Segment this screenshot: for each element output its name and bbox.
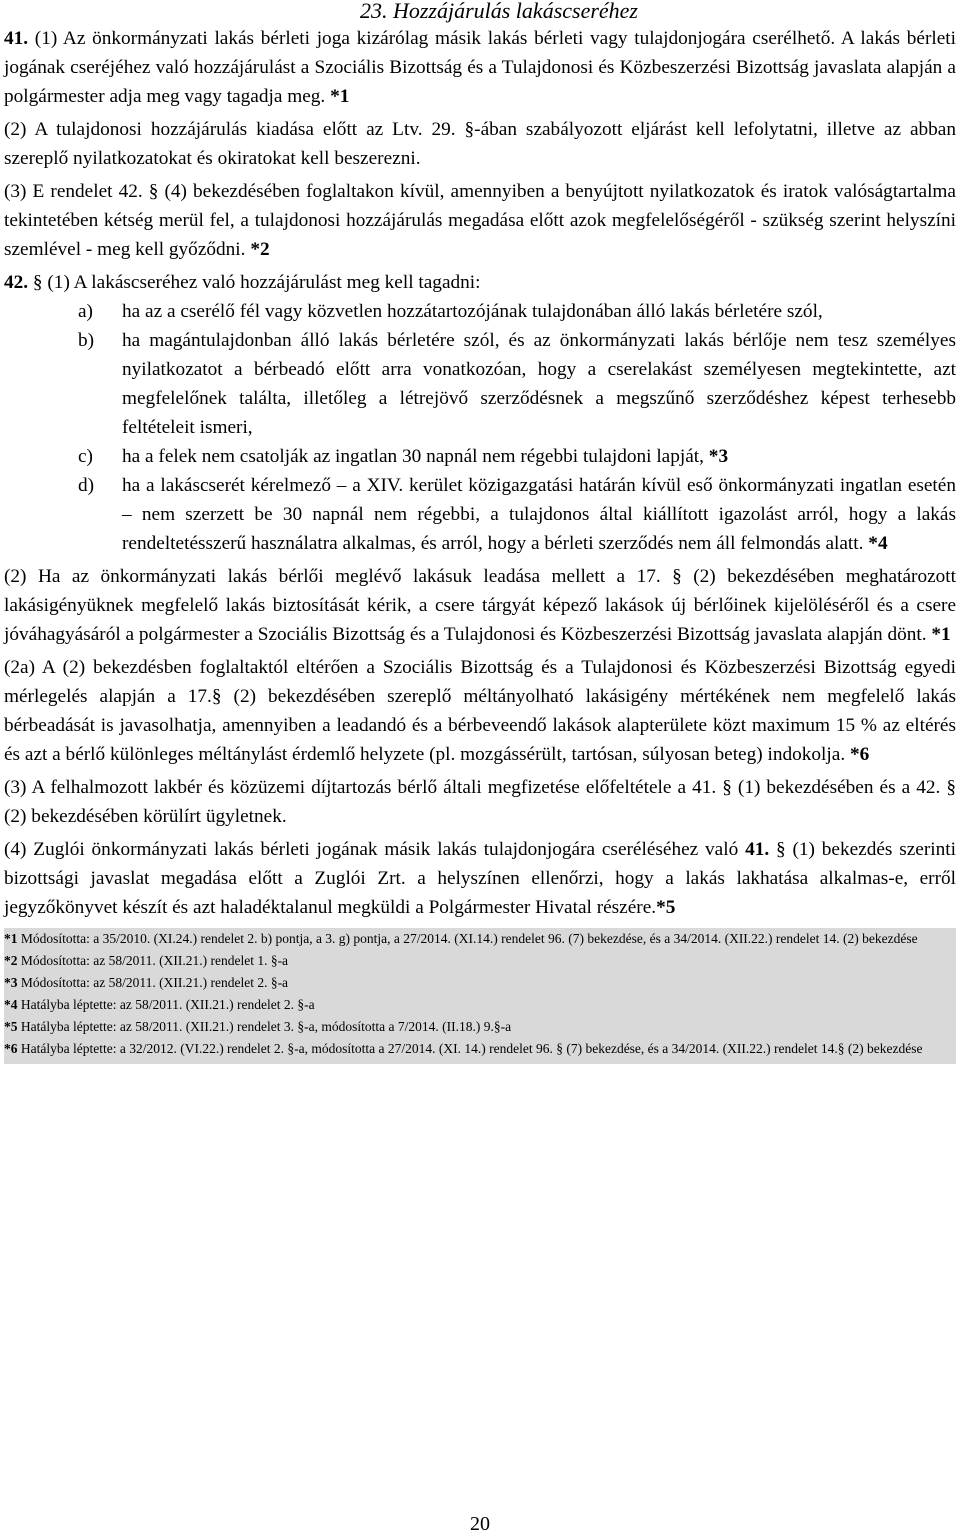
list-item xyxy=(78,326,956,442)
paragraph-text: § (1) A lakáscseréhez való hozzájárulást meg kell tagadni: xyxy=(28,272,481,293)
footnote-mark: *2 xyxy=(4,953,18,968)
footnote xyxy=(4,1039,956,1058)
paragraph-42-4 xyxy=(4,835,956,922)
footnote xyxy=(4,995,956,1014)
paragraph-text: § (1) bekezdés szerinti bizottsági javaslat megadása előtt a Zuglói Zrt. a helyszínen ellenőrzi, hogy a lakás lakhatása alkalmas-e, erről jegyzőkönyvet készít és azt haladéktalanul megküldi a Polgármester Hivatal részére. xyxy=(4,839,956,918)
section-number: 41. xyxy=(4,28,29,49)
footnote-mark: *1 xyxy=(4,931,18,946)
paragraph-text: (2) Ha az önkormányzati lakás bérlői meglévő lakásuk leadása mellett a 17. § (2) bekezdésében meghatározott lakásigényüknek megfelelő lakás biztosítását kérik, a csere tárgyát képező lakások új bérlőinek kijelöléséről és a csere jóváhagyásáról a polgármester a Szociális Bizottság és a Tulajdonosi és Közbeszerzési Bizottság javaslata alapján dönt. xyxy=(4,566,956,645)
section-heading: 23. Hozzájárulás lakáscseréhez xyxy=(359,0,638,23)
list-item-text: ha magántulajdonban álló lakás bérletére szól, és az önkormányzati lakás bérlője nem tesz személyes nyilatkozatot a bérbeadó előtt arra vonatkozóan, hogy a cserelakást személyesen megtekintette, azt megfelelőnek találta, illetőleg a létrejövő szerződésnek a megszűnő szerződéshez képest terhesebb feltételeit ismeri, xyxy=(122,330,956,438)
condition-list xyxy=(78,297,956,558)
paragraph-42-2a xyxy=(4,653,956,769)
list-item-label: a) xyxy=(78,301,93,322)
paragraph-text: (2a) A (2) bekezdésben foglaltaktól eltérően a Szociális Bizottság és a Tulajdonosi és Közbeszerzési Bizottság egyedi mérlegelés alapján a 17.§ (2) bekezdésében szereplő méltányolható lakásigény mértékének nem megfelelő lakás bérbeadását is javasolhatja, amennyiben a leadandó és a bérbeveendő lakások alapterülete közt maximum 15 % az eltérés és azt a bérlő különleges méltánylást érdemlő helyzete (pl. mozgássérült, tartósan, súlyosan beteg) indokolja. xyxy=(4,657,956,765)
list-item-body xyxy=(122,326,956,442)
list-item-text: ha a lakáscserét kérelmező – a XIV. kerület közigazgatási határán kívül eső önkormányzati ingatlan esetén – nem szerzett be 30 napnál nem régebbi, a tulajdonos által kiállított igazolást arról, hogy a lakás rendeltetésszerű használatra alkalmas, és arról, hogy a bérleti szerződés nem áll felmondás alatt. xyxy=(122,475,956,554)
footnotes xyxy=(4,928,956,1064)
paragraph-42-1 xyxy=(4,268,956,297)
footnote xyxy=(4,951,956,970)
page-number: 20 xyxy=(470,1513,490,1535)
footnote-ref: *1 xyxy=(931,624,951,645)
paragraph-41-1 xyxy=(4,24,956,111)
footnote-ref: *5 xyxy=(656,897,676,918)
footnote-mark: *4 xyxy=(4,997,18,1012)
footnote-text: Hatályba léptette: az 58/2011. (XII.21.) rendelet 3. §-a, módosította a 7/2014. (II.18.) 9.§-a xyxy=(17,1019,512,1034)
footnote-text: Módosította: az 58/2011. (XII.21.) rendelet 1. §-a xyxy=(17,953,289,968)
footnote-ref: *4 xyxy=(868,533,888,554)
footnote-text: Hatályba léptette: az 58/2011. (XII.21.) rendelet 2. §-a xyxy=(17,997,315,1012)
section-number: 42. xyxy=(4,272,29,293)
list-item-label: c) xyxy=(78,446,93,467)
list-item-body xyxy=(122,471,956,558)
paragraph-text: (1) Az önkormányzati lakás bérleti joga kizárólag másik lakás bérleti vagy tulajdonjogára cserélhető. A lakás bérleti jogának cseréjéhez való hozzájárulást a Szociális Bizottság és a Tulajdonosi és Közbeszerzési Bizottság javaslata alapján a polgármester adja meg vagy tagadja meg. xyxy=(4,28,956,107)
section-number: 41. xyxy=(745,839,770,860)
footnote xyxy=(4,929,956,948)
list-item-label: b) xyxy=(78,330,95,351)
paragraph-41-2: (2) A tulajdonosi hozzájárulás kiadása előtt az Ltv. 29. §-ában szabályozott eljárást kell lefolytatni, illetve az abban szereplő nyilatkozatokat és okiratokat kell beszerezni. xyxy=(4,119,956,169)
paragraph-text: (3) E rendelet 42. § (4) bekezdésében foglaltakon kívül, amennyiben a benyújtott nyilatkozatok és iratok valóságtartalma tekintetében kétség merül fel, a tulajdonosi hozzájárulás megadása előtt azok megfelelőségéről - szükség szerint helyszíni szemlével - meg kell győződni. xyxy=(4,181,956,260)
list-item xyxy=(78,471,956,558)
list-item xyxy=(78,442,956,471)
footnote-text: Módosította: a 35/2010. (XI.24.) rendelet 2. b) pontja, a 3. g) pontja, a 27/2014. (XI.14.) rendelet 96. (7) bekezdése, és a 34/2014. (XII.22.) rendelet 14. (2) bekezdése xyxy=(17,931,918,946)
list-item xyxy=(78,297,956,326)
footnote-ref: *1 xyxy=(330,86,350,107)
footnote-text: Hatályba léptette: a 32/2012. (VI.22.) rendelet 2. §-a, módosította a 27/2014. (XI. 14.) rendelet 96. § (7) bekezdése, és a 34/2014. (XII.22.) rendelet 14.§ (2) bekezdése xyxy=(17,1041,923,1056)
paragraph-42-2 xyxy=(4,562,956,649)
list-item-text: ha az a cserélő fél vagy közvetlen hozzátartozójának tulajdonában álló lakás bérletére szól, xyxy=(122,301,823,322)
list-item-body xyxy=(122,442,956,471)
footnote-ref: *6 xyxy=(849,744,870,765)
list-item-label: d) xyxy=(78,475,95,496)
footnote-ref: *3 xyxy=(708,446,729,467)
paragraph-text: (4) Zuglói önkormányzati lakás bérleti jogának másik lakás tulajdonjogára cseréléséhez való xyxy=(4,839,746,860)
footnote xyxy=(4,973,956,992)
paragraph-41-3 xyxy=(4,177,956,264)
footnote-mark: *3 xyxy=(4,975,18,990)
footnote-ref: *2 xyxy=(250,239,270,260)
footnote-mark: *5 xyxy=(4,1019,18,1034)
footnote-mark: *6 xyxy=(4,1041,18,1056)
paragraph-42-3: (3) A felhalmozott lakbér és közüzemi díjtartozás bérlő általi megfizetése előfeltétele a 41. § (1) bekezdésében és a 42. § (2) bekezdésében körülírt ügyletnek. xyxy=(4,777,956,827)
footnote-text: Módosította: az 58/2011. (XII.21.) rendelet 2. §-a xyxy=(17,975,289,990)
footnote xyxy=(4,1017,956,1036)
list-item-body xyxy=(122,297,956,326)
list-item-text: ha a felek nem csatolják az ingatlan 30 napnál nem régebbi tulajdoni lapját, xyxy=(122,446,709,467)
document-page xyxy=(4,0,956,1064)
